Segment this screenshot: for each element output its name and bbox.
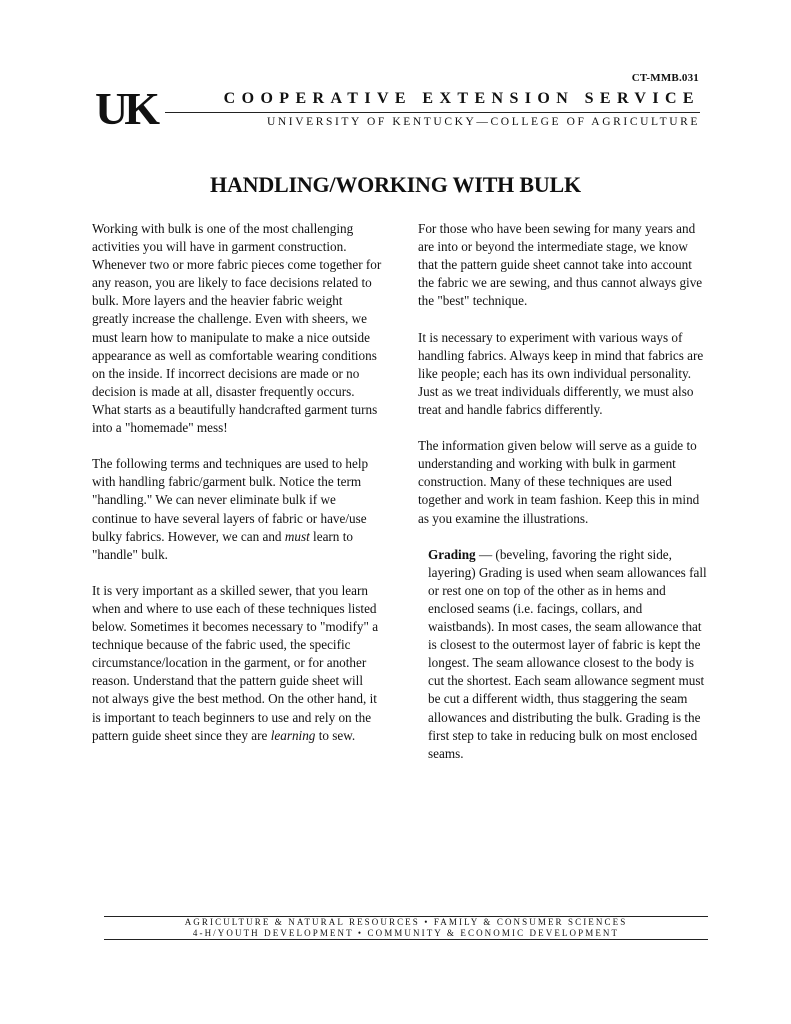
paragraph: Working with bulk is one of the most challenging activities you will have in garment construction. Whenever two or more fabric pieces come together for any reason, you are likely to face decisions related to bulk. More layers and the heavier fabric weight greatly increase the challenge. Even with sheers, we must learn how to manipulate to make a nice outside appearance as well as comfortable wearing conditions on the inside. If incorrect decisions are made or no decision is made at all, disaster frequently occurs. What starts as a beautifully handcrafted garment turns into a "homemade" mess! bbox=[92, 221, 382, 436]
uk-logo: UK bbox=[95, 83, 156, 134]
footer-line-2: 4-H/YOUTH DEVELOPMENT • COMMUNITY & ECONOMIC DEVELOPMENT bbox=[192, 928, 620, 938]
left-column bbox=[92, 220, 382, 763]
header-divider bbox=[165, 112, 700, 113]
paragraph: It is very important as a skilled sewer, that you learn when and where to use each of these techniques listed below. Sometimes it becomes necessary to "modify" a technique because of the fabric used, the specific circumstance/location in the garment, or for another reason. Understand that the pattern guide sheet will not always give the best method. On the other hand, it is important to teach beginners to use and rely on the pattern guide sheet since they are learning to sew. bbox=[92, 582, 379, 743]
paragraph: The information given below will serve as a guide to understanding and working with bulk in garment construction. Many of these techniques are used together and work in team fashion. Keep this in mind as you examine the illustrations. bbox=[418, 438, 700, 526]
footer-divider-bottom bbox=[104, 939, 708, 940]
footer-line-1: AGRICULTURE & NATURAL RESOURCES • FAMILY & CONSUMER SCIENCES bbox=[184, 917, 628, 927]
letterhead bbox=[95, 83, 700, 134]
emphasis: must bbox=[284, 528, 310, 544]
right-column bbox=[418, 220, 708, 781]
grading-term: Grading bbox=[428, 546, 476, 562]
paragraph: It is necessary to experiment with various ways of handling fabrics. Always keep in mind that fabrics are like people; each has its own individual personality. Just as we treat individuals differently, we must also treat and handle fabrics differently. bbox=[418, 329, 704, 417]
page-title: HANDLING/WORKING WITH BULK bbox=[210, 172, 581, 197]
grading-definition: Grading — (beveling, favoring the right side, layering) Grading is used when seam allowances fall or rest one on top of the other as in hems and enclosed seams (i.e. facings, collars, and waistbands). In most cases, the seam allowance that is closest to the outermost layer of fabric is kept the longest. The seam allowance closest to the body is cut the shortest. Each seam allowance segment must be cut a different width, thus staggering the seam allowances and distributing the bulk. Grading is the first step to take in reducing bulk on most enclosed seams. bbox=[428, 546, 707, 761]
footer bbox=[104, 916, 708, 940]
organization-title: COOPERATIVE EXTENSION SERVICE bbox=[223, 90, 700, 107]
paragraph: For those who have been sewing for many years and are into or beyond the intermediate stage, we know that the pattern guide sheet cannot take into account the fabric we are sewing, and thus cannot always give the "best" technique. bbox=[418, 221, 703, 309]
paragraph: The following terms and techniques are used to help with handling fabric/garment bulk. Notice the term "handling." We can never eliminate bulk if we continue to have several layers of fabric or have/use bulky fabrics. However, we can and must learn to "handle" bulk. bbox=[92, 456, 369, 562]
emphasis: learning bbox=[270, 727, 316, 743]
document-code: CT-MMB.031 bbox=[631, 72, 699, 84]
organization-subtitle: UNIVERSITY OF KENTUCKY—COLLEGE OF AGRICULTURE bbox=[266, 116, 700, 128]
